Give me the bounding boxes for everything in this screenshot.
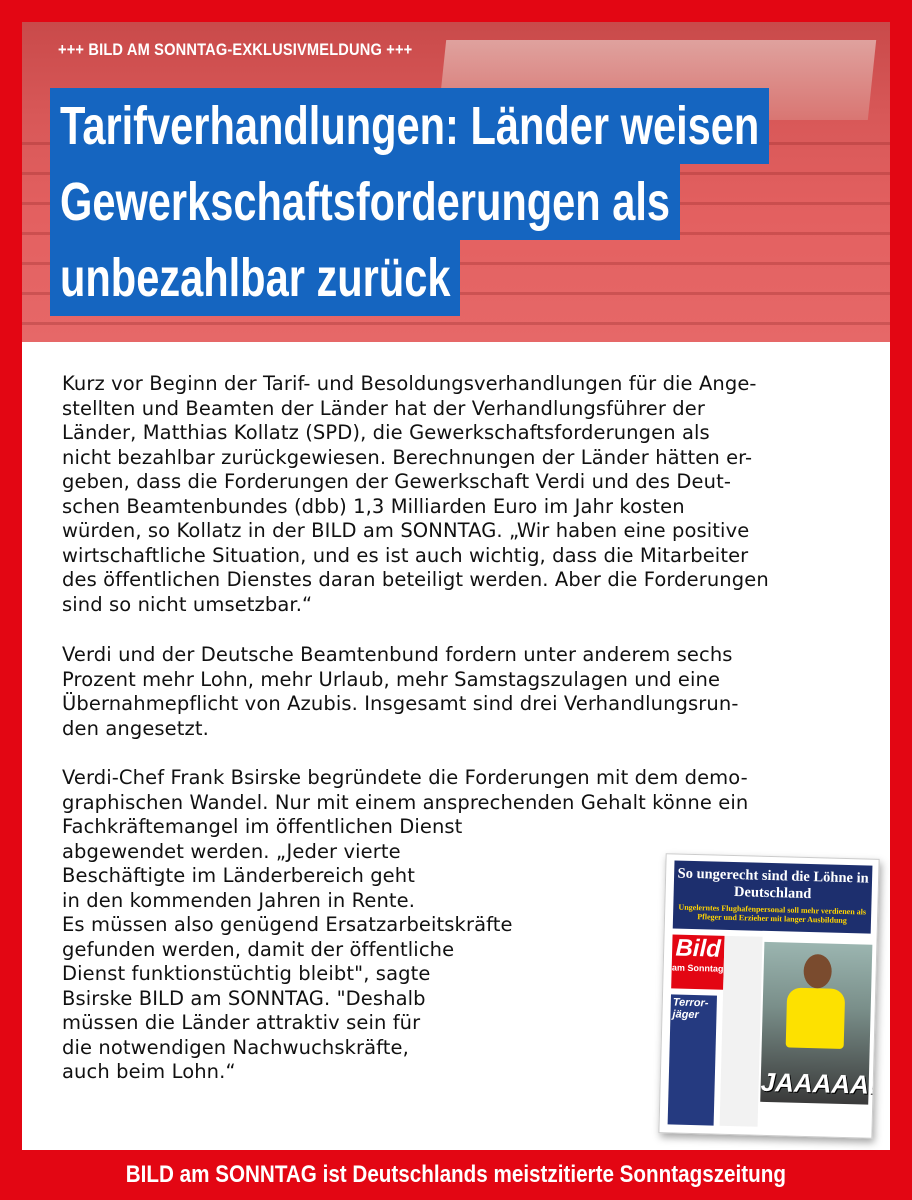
article-paragraph-3: Verdi-Chef Frank Bsirske begründete die Forderungen mit dem demo- graphischen Wandel. Nur mit einem ansprechenden Gehalt könne ein Fachkräftemangel im öffentlichen Dienst abgewendet werden. „Jeder vierte Beschäftigte im Länderbereich geht in den kommenden Jahren in Rente. Es müssen also genügend Ersatzarbeitskräfte gefunden werden, damit der öffentliche Dienst funktionstüchtig bleibt", sagte Bsirske BILD am SONNTAG. "Deshalb müssen die Länder attraktiv sein für die notwendigen Nachwuchskräfte, auch beim Lohn.“ [62,766,749,1083]
headline [50,88,810,316]
article-paragraph-2: Verdi und der Deutsche Beamtenbund fordern unter anderem sechs Prozent mehr Lohn, mehr Urlaub, mehr Samstagszulagen und eine Übernahmepflicht von Azubis. Insgesamt sind drei Verhandlungsrun- den angesetzt. [62,643,739,740]
bild-logo: Bild am Sonntag [671,934,724,989]
footer-tagline: BILD am SONNTAG ist Deutschlands meistzitierte Sonntagszeitung [125,1161,787,1188]
kicker-label: +++ BILD AM SONNTAG-EXKLUSIVMELDUNG +++ [58,40,413,59]
cover-side-label: Terror-jäger [672,996,709,1022]
player-shirt [786,987,846,1048]
cover-headline: So ungerecht sind die Löhne in Deutschland Ungelerntes Flughafenpersonal soll mehr verdienen als Pfleger und Erzieher mit langer Ausbildung [673,860,873,933]
stack-line [22,322,890,325]
article-paragraph-1: Kurz vor Beginn der Tarif- und Besoldungsverhandlungen für die Ange- stellten und Beamten der Länder hat der Verhandlungsführer der Länder, Matthias Kollatz (SPD), die Gewerkschaftsforderungen als nicht bezahlbar zurückgewiesen. Berechnungen der Länder hätten er- geben, dass die Forderungen der Gewerkschaft Verdi und des Deut- schen Beamtenbundes (dbb) 1,3 Milliarden Euro im Jahr kosten würden, so Kollatz in der BILD am SONNTAG. „Wir haben eine positive wirtschaftliche Situation, und es ist auch wichtig, dass die Mitarbeiter des öffentlichen Dienstes daran beteiligt werden. Aber die Forderungen sind so nicht umsetzbar.“ [62,372,769,616]
headline-line: unbezahlbar zurück [50,240,460,316]
headline-line: Tarifverhandlungen: Länder weisen [50,88,769,164]
cover-column [720,936,763,1127]
cover-big-word: JAAAAA! [760,1066,879,1100]
headline-line: Gewerkschaftsforderungen als [50,164,680,240]
newspaper-cover-image [658,853,879,1139]
